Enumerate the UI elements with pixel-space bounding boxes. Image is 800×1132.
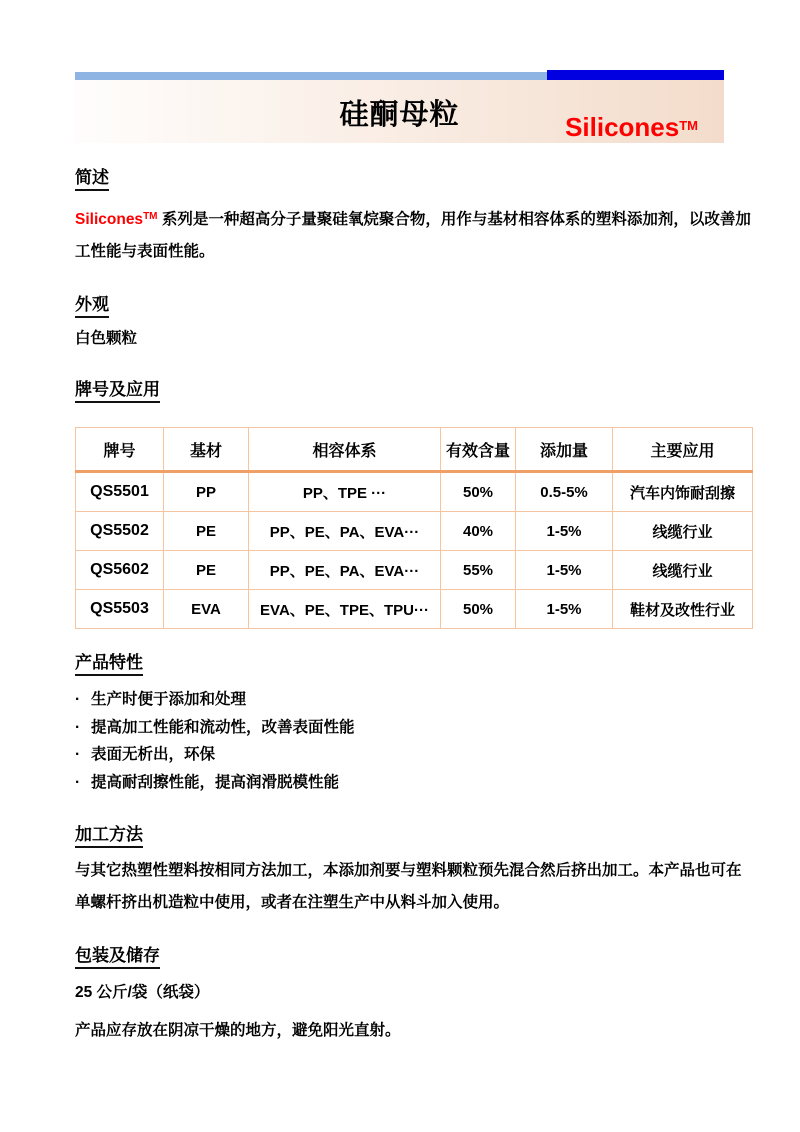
table-row xyxy=(76,472,753,512)
packaging-line1: 25 公斤/袋（纸袋） xyxy=(75,984,210,1001)
page-title: 硅酮母粒 xyxy=(339,99,460,131)
brand-name: Silicones xyxy=(565,112,680,142)
document-body xyxy=(75,0,752,1045)
table-cell-grade: QS5502 xyxy=(76,512,164,551)
table-cell-active-content: 50% xyxy=(441,590,516,629)
trademark-symbol: TM xyxy=(679,118,698,133)
table-cell-application: 线缆行业 xyxy=(613,512,753,551)
col-header-compatibility: 相容体系 xyxy=(249,428,441,472)
trademark-symbol-inline: TM xyxy=(143,211,158,222)
section-processing xyxy=(75,820,752,919)
features-heading: 产品特性 xyxy=(75,648,752,676)
section-appearance xyxy=(75,290,752,351)
processing-heading: 加工方法 xyxy=(75,820,752,848)
table-cell-application: 汽车内饰耐刮擦 xyxy=(613,472,753,512)
appearance-heading: 外观 xyxy=(75,290,752,318)
processing-text: 与其它热塑性塑料按相同方法加工，本添加剂要与塑料颗粒预先混合然后挤出加工。本产品也可在单螺杆挤出机造粒中使用，或者在注塑生产中从料斗加入使用。 xyxy=(75,862,742,911)
table-cell-dosage: 1-5% xyxy=(516,512,613,551)
bullet-icon: · xyxy=(75,773,81,791)
col-header-grade: 牌号 xyxy=(76,428,164,472)
list-item: · 生产时便于添加和处理 xyxy=(75,686,752,714)
brand-name-inline: Silicones xyxy=(75,211,144,228)
list-item: · 提高加工性能和流动性，改善表面性能 xyxy=(75,714,752,742)
section-features xyxy=(75,648,752,796)
table-cell-compatibility: PP、TPE ··· xyxy=(249,472,441,512)
col-header-substrate: 基材 xyxy=(164,428,249,472)
table-cell-substrate: EVA xyxy=(164,590,249,629)
table-cell-grade: QS5503 xyxy=(76,590,164,629)
list-item: · 表面无析出，环保 xyxy=(75,741,752,769)
table-cell-active-content: 55% xyxy=(441,551,516,590)
grades-heading: 牌号及应用 xyxy=(75,375,752,403)
table-header-row xyxy=(76,428,753,472)
table-cell-substrate: PP xyxy=(164,472,249,512)
table-cell-dosage: 1-5% xyxy=(516,551,613,590)
table-cell-substrate: PE xyxy=(164,512,249,551)
table-row xyxy=(76,551,753,590)
table-cell-compatibility: PP、PE、PA、EVA··· xyxy=(249,512,441,551)
table-row xyxy=(76,512,753,551)
table-cell-compatibility: EVA、PE、TPE、TPU··· xyxy=(249,590,441,629)
table-row xyxy=(76,590,753,629)
bullet-icon: · xyxy=(75,691,81,708)
section-grades xyxy=(75,375,752,629)
col-header-dosage: 添加量 xyxy=(516,428,613,472)
table-cell-application: 鞋材及改性行业 xyxy=(613,590,753,629)
packaging-line2: 产品应存放在阴凉干燥的地方，避免阳光直射。 xyxy=(75,1022,401,1039)
list-item: · 提高耐刮擦性能，提高润滑脱模性能 xyxy=(75,769,752,797)
table-cell-substrate: PE xyxy=(164,551,249,590)
col-header-application: 主要应用 xyxy=(613,428,753,472)
appearance-text: 白色颗粒 xyxy=(75,330,138,347)
table-cell-grade: QS5602 xyxy=(76,551,164,590)
section-packaging xyxy=(75,941,752,1045)
features-list xyxy=(75,686,752,796)
table-cell-application: 线缆行业 xyxy=(613,551,753,590)
table-cell-active-content: 50% xyxy=(441,472,516,512)
overview-heading: 简述 xyxy=(75,163,752,191)
table-cell-dosage: 1-5% xyxy=(516,590,613,629)
bullet-icon: · xyxy=(75,746,81,763)
table-cell-grade: QS5501 xyxy=(76,472,164,512)
section-overview xyxy=(75,163,752,268)
col-header-active-content: 有效含量 xyxy=(441,428,516,472)
overview-paragraph xyxy=(75,201,752,268)
grades-table xyxy=(75,427,753,629)
overview-text: 系列是一种超高分子量聚硅氧烷聚合物，用作与基材相容体系的塑料添加剂，以改善加工性能与表面性能。 xyxy=(75,211,751,260)
bullet-icon: · xyxy=(75,718,81,736)
packaging-heading: 包装及储存 xyxy=(75,941,752,969)
table-cell-dosage: 0.5-5% xyxy=(516,472,613,512)
table-cell-compatibility: PP、PE、PA、EVA··· xyxy=(249,551,441,590)
table-cell-active-content: 40% xyxy=(441,512,516,551)
